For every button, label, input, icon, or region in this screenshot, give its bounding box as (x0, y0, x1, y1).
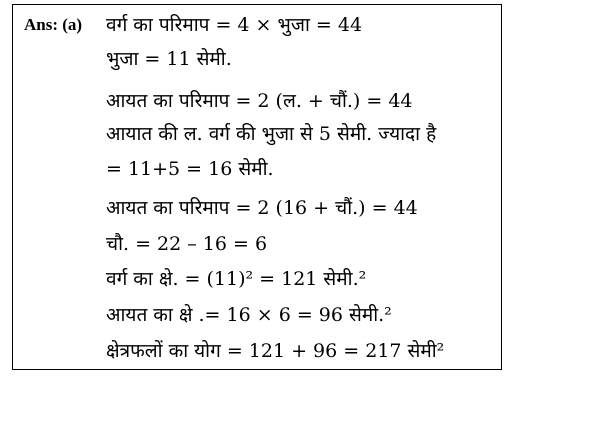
solution-line-5: = 11+5 = 16 सेमी. (106, 158, 274, 180)
solution-line-3: आयत का परिमाप = 2 (ल. + चौं.) = 44 (106, 90, 413, 112)
solution-line-10: क्षेत्रफलों का योग = 121 + 96 = 217 सेमी² (106, 340, 445, 362)
solution-line-2: भुजा = 11 सेमी. (106, 48, 232, 70)
answer-box (12, 4, 502, 370)
solution-line-4: आयात की ल. वर्ग की भुजा से 5 सेमी. ज्यादा है (106, 123, 437, 145)
solution-line-8: वर्ग का क्षे. = (11)² = 121 सेमी.² (106, 268, 367, 290)
answer-label: Ans: (a) (24, 15, 83, 34)
solution-line-9: आयत का क्षे .= 16 × 6 = 96 सेमी.² (106, 304, 392, 326)
solution-line-1: वर्ग का परिमाप = 4 × भुजा = 44 (106, 14, 363, 36)
solution-line-7: चौ. = 22 – 16 = 6 (106, 233, 268, 255)
solution-line-6: आयत का परिमाप = 2 (16 + चौं.) = 44 (106, 197, 418, 219)
